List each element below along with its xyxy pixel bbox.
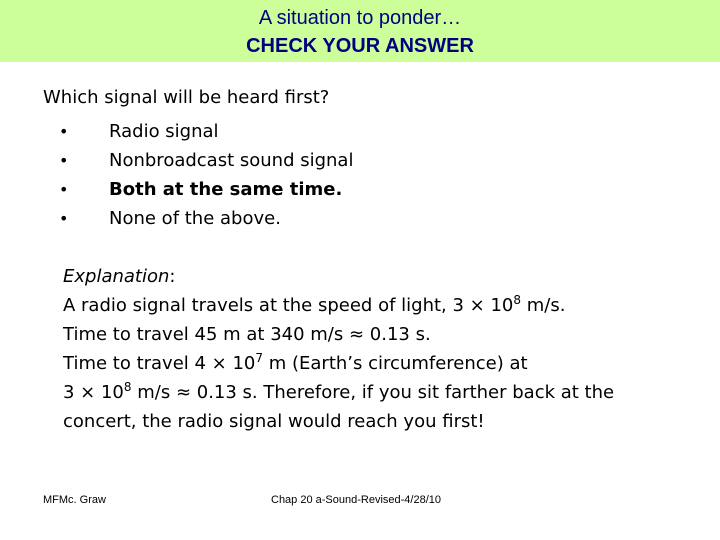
bullet-icon: • <box>59 122 69 141</box>
answer-option-label: Radio signal <box>109 121 219 142</box>
explanation-text: m (Earth’s circumference) at <box>263 353 528 374</box>
answer-option-label: None of the above. <box>109 208 281 229</box>
explanation-text: concert, the radio signal would reach you first! <box>63 411 485 432</box>
explanation-line <box>63 407 703 436</box>
explanation-text: 3 × 10 <box>63 382 124 403</box>
exponent: 8 <box>513 293 522 307</box>
footer-author: MFMc. Graw <box>43 494 106 506</box>
explanation-heading-line <box>63 262 703 291</box>
explanation-line <box>63 291 703 320</box>
explanation-text: m/s ≈ 0.13 s. Therefore, if you sit farther back at the <box>131 382 615 403</box>
footer-slide-info: Chap 20 a-Sound-Revised-4/28/10 <box>271 494 442 506</box>
bullet-icon: • <box>59 209 69 228</box>
explanation-text: m/s. <box>521 295 566 316</box>
bullet-icon: • <box>59 151 69 170</box>
slide-title: A situation to ponder… <box>258 7 462 29</box>
explanation-line <box>63 349 703 378</box>
title-banner <box>0 0 720 62</box>
answer-option-label: Both at the same time. <box>109 179 343 200</box>
explanation-text: A radio signal travels at the speed of light, 3 × 10 <box>63 295 514 316</box>
exponent: 7 <box>255 351 264 365</box>
question-text: Which signal will be heard first? <box>43 87 330 108</box>
explanation-text: Time to travel 45 m at 340 m/s ≈ 0.13 s. <box>63 324 431 345</box>
explanation-line <box>63 378 703 407</box>
explanation-text: Time to travel 4 × 10 <box>63 353 256 374</box>
bullet-icon: • <box>59 180 69 199</box>
exponent: 8 <box>123 380 132 394</box>
explanation-heading-colon: : <box>169 266 176 287</box>
explanation-heading: Explanation <box>63 266 170 287</box>
answer-option-label: Nonbroadcast sound signal <box>109 150 354 171</box>
explanation-block <box>63 262 703 436</box>
explanation-line <box>63 320 703 349</box>
slide-subtitle: CHECK YOUR ANSWER <box>246 35 474 57</box>
